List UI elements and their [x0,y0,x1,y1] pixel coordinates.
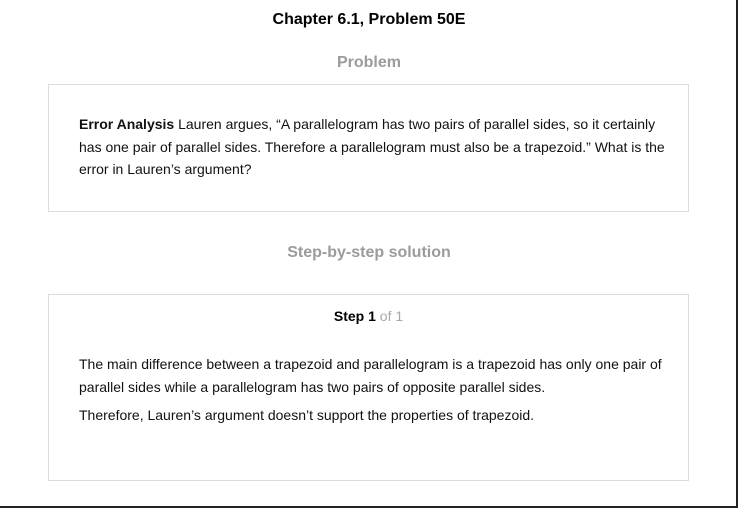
step-word: Step [333,308,365,324]
problem-body-text: Lauren argues, “A parallelogram has two pairs of parallel sides, so it certainly has one pair of parallel sides. Therefore a parallelogram must also be a trapezoid.” What is the error in Lauren’s argument? [79,116,665,177]
solution-card [48,294,689,481]
solution-body [79,353,669,433]
problem-lead-label: Error Analysis [79,116,175,132]
chapter-title: Chapter 6.1, Problem 50E [272,11,466,28]
step-indicator [49,308,688,324]
problem-heading: Problem [336,54,401,71]
step-total: of 1 [379,308,404,324]
solution-heading: Step-by-step solution [287,244,451,261]
problem-statement [79,113,669,181]
problem-card [48,84,689,212]
solution-paragraph: The main difference between a trapezoid and parallelogram is a trapezoid has only one pair of parallel sides while a parallelogram has two pairs of opposite parallel sides. [79,356,662,395]
solution-paragraph: Therefore, Lauren’s argument doesn’t support the properties of trapezoid. [79,407,535,423]
step-number: 1 [368,308,376,324]
